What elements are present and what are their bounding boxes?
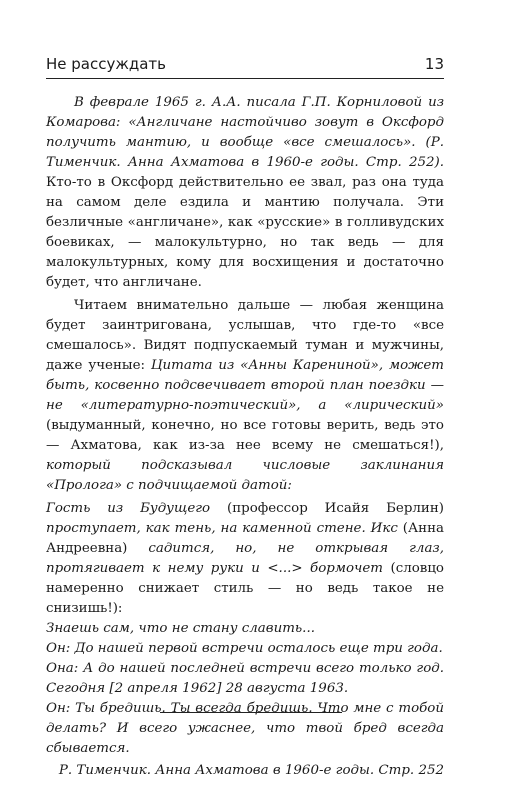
- paragraph-2: [46, 296, 444, 496]
- paragraph-1: [46, 93, 444, 293]
- header-rule: [46, 78, 444, 79]
- verse-line-3: Она: А до нашей последней встречи всего только год. Сегодня [2 апреля 1962] 28 августа 1963.: [46, 661, 444, 696]
- verse-line-2: Он: До нашей первой встречи осталось еще три года.: [46, 641, 443, 656]
- quote-prologue-c: садится, но, не открывая глаз, протягивает к нему руки и <...> бормочет: [46, 541, 444, 576]
- body-text: [46, 93, 444, 781]
- quote-scholar-b: который подсказывал числовые заклинания «Пролога» с подчищаемой датой:: [46, 458, 444, 493]
- paragraph-2-text-a: Читаем внимательно дальше — любая женщина будет заинтригована, услышав, что где-то «все смешалось». Видят подпускаемый туман и мужчины, даже ученые:: [46, 298, 444, 373]
- running-title: Не рассуждать: [46, 55, 167, 73]
- quote-prologue-b: проступает, как тень, на каменной стене. Икс: [46, 521, 398, 536]
- paragraph-3-text-b: (Анна Андреевна): [46, 521, 444, 556]
- paragraph-1-text: Кто-то в Оксфорд действительно ее звал, раз она туда на самом деле ездила и мантию получала. Эти безличные «англичане», как «русские» в голливудских боевиках, — малокультурно, но так ведь — для малокультурных, кому для восхищения и достаточно будет, что англичане.: [46, 175, 444, 290]
- quote-scholar-a: Цитата из «Анны Карениной», может быть, косвенно подсвечивает второй план поездки — не «литературно-поэтический», а «лирический»: [46, 358, 444, 413]
- quote-letter: В феврале 1965 г. А.А. писала Г.П. Корниловой из Комарова: «Англичане настойчиво зовут в Оксфорд получить мантию, и вообще «все смешалось». (Р. Тименчик. Анна Ахматова в 1960-е годы. Стр. 252).: [46, 95, 444, 170]
- paragraph-3: [46, 499, 444, 619]
- paragraph-3-text-a: (профессор Исайя Берлин): [210, 501, 444, 516]
- footer-rule: [160, 712, 342, 713]
- verse-line-1: Знаешь сам, что не стану славить...: [46, 621, 315, 636]
- quote-prologue-a: Гость из Будущего: [46, 501, 211, 516]
- paragraph-2-text-b: (выдуманный, конечно, но все готовы верить, ведь это — Ахматова, как из-за нее всему не смешаться!),: [46, 418, 444, 453]
- source-citation: Р. Тименчик. Анна Ахматова в 1960-е годы. Стр. 252: [58, 763, 444, 778]
- verse-line-4: Он: Ты бредишь. Ты всегда бредишь. Что мне с тобой делать? И всего ужаснее, что твой бред всегда сбывается.: [46, 701, 444, 756]
- running-head: [46, 55, 444, 77]
- page-number: 13: [424, 55, 444, 73]
- paragraph-3-text-c: (словцо намеренно снижает стиль — но ведь такое не снизишь!):: [46, 561, 444, 616]
